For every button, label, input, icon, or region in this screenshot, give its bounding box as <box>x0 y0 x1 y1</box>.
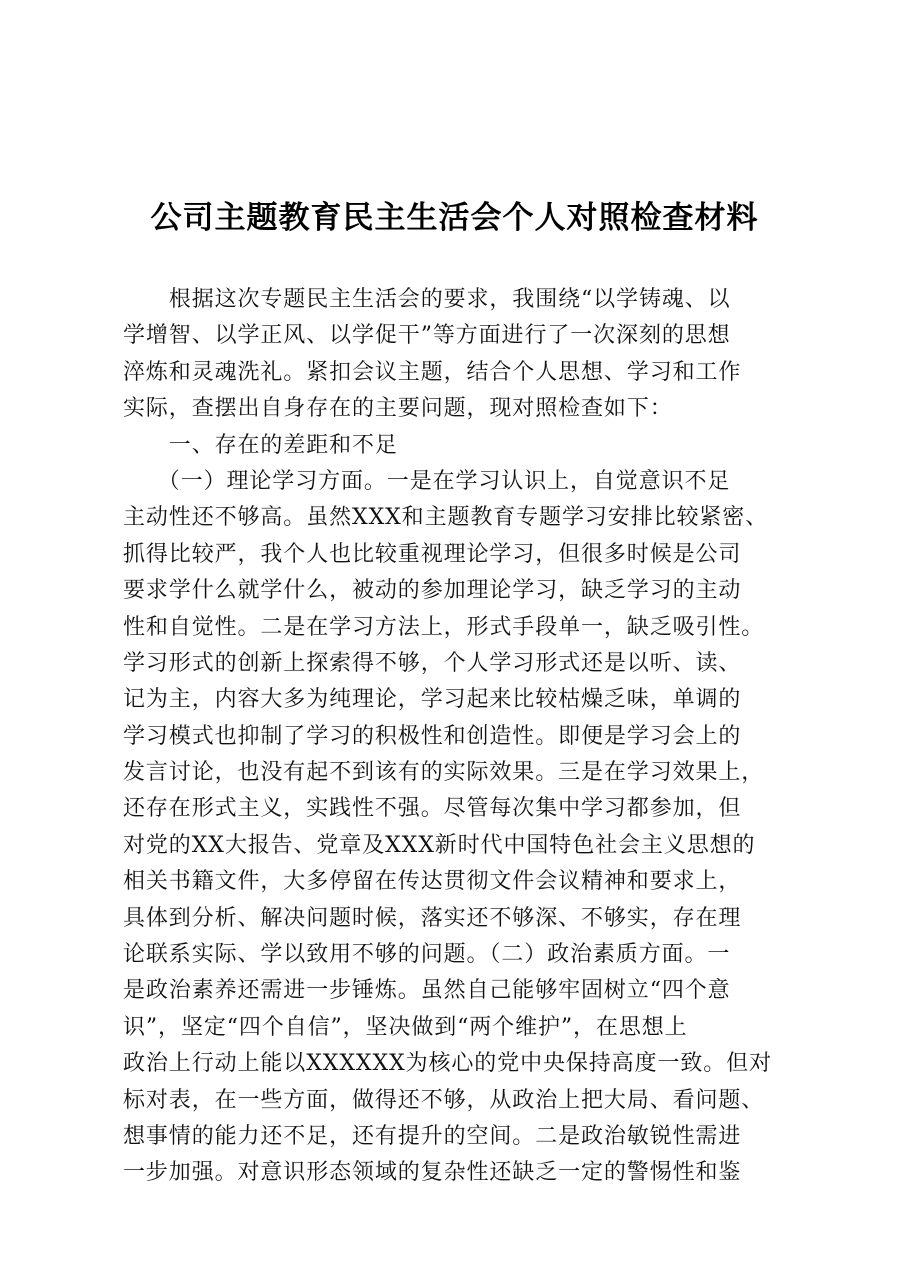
text-line: 淬炼和灵魂洗礼。紧扣会议主题，结合个人思想、学习和工作 <box>123 359 742 385</box>
text-line: 是政治素养还需进一步锤炼。虽然自己能够牢固树立“四个意 <box>123 978 731 1004</box>
text-line: 政治上行动上能以XXXXXX为核心的党中央保持高度一致。但对 <box>123 1051 772 1077</box>
text-line: （一）理论学习方面。一是在学习认识上，自觉意识不足 <box>123 468 731 494</box>
text-line: 根据这次专题民主生活会的要求，我围绕“以学铸魂、以 <box>123 287 731 312</box>
text-line: 学增智、以学正风、以学促干”等方面进行了一次深刻的思想 <box>123 323 731 349</box>
text-line: 一步加强。对意识形态领域的复杂性还缺乏一定的警惕性和鉴 <box>123 1160 742 1186</box>
text-line: 学习模式也抑制了学习的积极性和创造性。即便是学习会上的 <box>123 723 742 749</box>
text-line: 性和自觉性。二是在学习方法上，形式手段单一，缺乏吸引性。 <box>123 614 765 640</box>
document-body <box>123 282 813 1192</box>
text-line: 识”，坚定“四个自信”，坚决做到“两个维护”，在思想上 <box>123 1014 688 1040</box>
text-line: 相关书籍文件，大多停留在传达贯彻文件会议精神和要求上， <box>123 869 742 895</box>
text-line: 学习形式的创新上探索得不够，个人学习形式还是以听、读、 <box>123 650 742 676</box>
text-line: 具体到分析、解决问题时候，落实还不够深、不够实，存在理 <box>123 905 742 931</box>
text-line: 抓得比较严，我个人也比较重视理论学习，但很多时候是公司 <box>123 541 742 567</box>
document-title: 公司主题教育民主生活会个人对照检查材料 <box>150 200 759 236</box>
text-line: 标对表，在一些方面，做得还不够，从政治上把大局、看问题、 <box>123 1087 765 1113</box>
text-line: 论联系实际、学以致用不够的问题。（二）政治素质方面。一 <box>123 942 731 968</box>
text-line: 对党的XX大报告、党章及XXX新时代中国特色社会主义思想的 <box>123 832 756 858</box>
text-line: 要求学什么就学什么，被动的参加理论学习，缺乏学习的主动 <box>123 578 742 604</box>
text-line: 还存在形式主义，实践性不强。尽管每次集中学习都参加，但 <box>123 796 742 822</box>
text-line: 发言讨论，也没有起不到该有的实际效果。三是在学习效果上， <box>123 760 765 786</box>
text-line: 记为主，内容大多为纯理论，学习起来比较枯燥乏味，单调的 <box>123 687 742 713</box>
section-heading: 一、存在的差距和不足 <box>123 432 398 458</box>
text-line: 实际，查摆出自身存在的主要问题，现对照检查如下： <box>123 396 673 422</box>
text-line: 主动性还不够高。虽然XXX和主题教育专题学习安排比较紧密、 <box>123 505 769 531</box>
text-line: 想事情的能力还不足，还有提升的空间。二是政治敏锐性需进 <box>123 1123 742 1149</box>
